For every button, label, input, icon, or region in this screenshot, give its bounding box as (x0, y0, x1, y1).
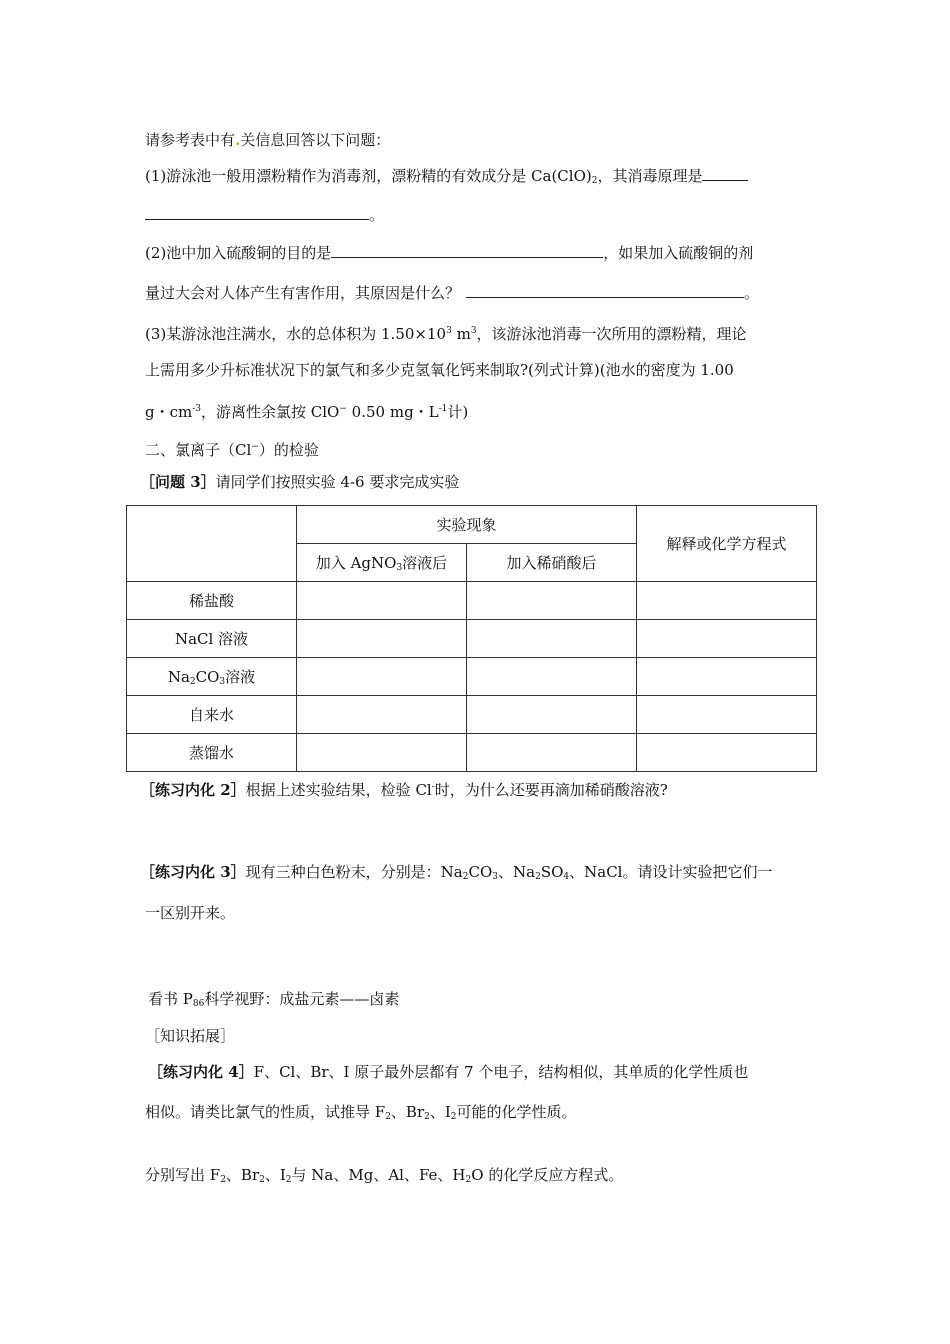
intro-text-b: 关信息回答以下问题： (240, 131, 391, 149)
table-corner-cell (127, 506, 297, 582)
row-label-tapwater: 自来水 (127, 696, 297, 734)
table-cell[interactable] (467, 658, 637, 696)
table-cell[interactable] (297, 658, 467, 696)
q3-text-c: 上需用多少升标准状况下的氯气和多少克氢氧化钙来制取?(列式计算)(池水的密度为 1.00 (145, 361, 734, 379)
q1-text: (1)游泳池一般用漂粉精作为消毒剂，漂粉精的有效成分是 Ca(ClO) (145, 167, 592, 185)
practice4-text-b: 相似。请类比氯气的性质，试推导 F (145, 1103, 386, 1121)
q1-blank-b[interactable] (145, 205, 369, 220)
q2-text-c: 量过大会对人体产生有害作用，其原因是什么？ (145, 284, 461, 302)
table-row (127, 696, 817, 734)
table-cell[interactable] (297, 582, 467, 620)
knowledge-heading (145, 1026, 235, 1046)
q3-line3 (145, 399, 468, 422)
table-row (127, 658, 817, 696)
q3-line2 (145, 360, 734, 380)
intro-line (145, 130, 390, 150)
q3-unit: m (451, 325, 471, 343)
final-text-e: O 的化学反应方程式。 (471, 1166, 624, 1184)
section2-text-b: ）的检验 (258, 441, 319, 459)
practice3-line1: ［练习内化 3］现有三种白色粉末，分别是：$Na_2CO_3$、$Na_2SO_4$、NaCl。请设计实验把它们一 (140, 863, 773, 882)
q1-sub: 2 (591, 176, 598, 186)
q3-text-b: ，该游泳池消毒一次所用的漂粉精，理论 (476, 325, 747, 343)
practice3-text-line2: 一区别开来。 (145, 904, 236, 922)
table-cell[interactable] (637, 734, 817, 772)
table-cell[interactable] (637, 696, 817, 734)
table-header-row (127, 506, 817, 544)
q1-line1 (145, 166, 748, 191)
table-row (127, 620, 817, 658)
q1-blank-a[interactable] (702, 166, 748, 181)
problem3-tag: ［问题 3］ (140, 473, 216, 491)
q2-line1 (145, 243, 753, 263)
book-page-sub: 86 (192, 999, 205, 1009)
book-text-b: 科学视野：成盐元素——卤素 (204, 990, 400, 1008)
table-cell[interactable] (637, 658, 817, 696)
table-cell[interactable] (467, 734, 637, 772)
row-label-hcl: 稀盐酸 (127, 582, 297, 620)
table-row (127, 734, 817, 772)
q1-line2 (145, 205, 384, 225)
table-cell[interactable] (467, 582, 637, 620)
q3-sup-e: -1 (438, 404, 448, 414)
section2-title (145, 437, 319, 460)
q2-period: 。 (744, 284, 760, 302)
table-cell[interactable] (297, 620, 467, 658)
q3-text-a: (3)某游泳池注满水，水的总体积为 1.50×10 (145, 325, 447, 343)
intro-dot-mark: . (235, 131, 241, 149)
q2-text-b: ，如果加入硫酸铜的剂 (603, 244, 754, 262)
practice4-text-a: F、Cl、Br、I 原子最外层都有 7 个电子，结构相似，其单质的化学性质也 (253, 1063, 749, 1081)
practice3-line2 (145, 903, 235, 923)
q1-text-end: ，其消毒原理是 (597, 167, 703, 185)
table-cell[interactable] (467, 620, 637, 658)
q2-blank-a[interactable] (331, 243, 603, 258)
table-cell[interactable] (637, 582, 817, 620)
book-text-a: 看书 P (148, 990, 193, 1008)
practice3-text-e: 、NaCl。请设计实验把它们一 (569, 863, 773, 881)
practice3-tag: ［练习内化 3］ (140, 863, 246, 881)
knowledge-text: ［知识拓展］ (145, 1027, 236, 1045)
q2-text-a: (2)池中加入硫酸铜的目的是 (145, 244, 332, 262)
practice2-line (140, 777, 668, 800)
section2-text-a: 二、氯离子（Cl (145, 441, 252, 459)
practice3-text-a: 现有三种白色粉末，分别是：Na (245, 863, 463, 881)
row-label-distilled: 蒸馏水 (127, 734, 297, 772)
q3-text-f: 0.50 mg・L (346, 403, 439, 421)
q3-text-e: ，游离性余氯按 ClO (201, 403, 340, 421)
intro-text-a: 请参考表中有 (145, 131, 236, 149)
table-cell[interactable] (297, 696, 467, 734)
q3-text-d: g・cm (145, 403, 193, 421)
subheader-hno3: 加入稀硝酸后 (467, 544, 637, 582)
table-row (127, 582, 817, 620)
practice4-tag: ［练习内化 4］ (148, 1063, 254, 1081)
final-line: 分别写出 $F_2$、$Br_2$、$I_2$与 Na、Mg、Al、Fe、$H_2O$ 的化学反应方程式。 (145, 1166, 624, 1185)
practice4-line2: 相似。请类比氯气的性质，试推导 $F_2$、$Br_2$、$I_2$可能的化学性质。 (145, 1103, 577, 1122)
header-phenomenon: 实验现象 (297, 506, 637, 544)
practice2-sup: - (431, 782, 435, 792)
q3-text-g: 计) (447, 403, 469, 421)
table-cell[interactable] (637, 620, 817, 658)
subheader-agno3: 加入 AgNO$_3$溶液后 (297, 544, 467, 582)
problem3-text: 请同学们按照实验 4-6 要求完成实验 (215, 473, 460, 491)
practice2-text-b: 时，为什么还要再滴加稀硝酸溶液? (434, 781, 668, 799)
section2-sup: − (251, 442, 259, 452)
q1-period: 。 (369, 206, 385, 224)
q3-sup-a: 3 (446, 326, 452, 336)
q3-line1 (145, 321, 747, 344)
practice2-text-a: 根据上述实验结果，检验 Cl (245, 781, 432, 799)
row-label-nacl: NaCl 溶液 (127, 620, 297, 658)
final-text-a: 分别写出 F (145, 1166, 221, 1184)
q3-sup-d: − (339, 404, 347, 414)
q3-sup-c: -3 (192, 404, 202, 414)
experiment-table (126, 505, 817, 772)
practice4-line1 (148, 1062, 748, 1082)
row-label-na2co3: $Na_2CO_3$溶液 (127, 658, 297, 696)
problem3-line (140, 472, 459, 492)
header-explain: 解释或化学方程式 (637, 506, 817, 582)
practice2-tag: ［练习内化 2］ (140, 781, 246, 799)
q2-line2 (145, 283, 759, 303)
q3-sup-b: 3 (470, 326, 477, 336)
q2-blank-b[interactable] (466, 283, 744, 298)
table-cell[interactable] (297, 734, 467, 772)
table-cell[interactable] (467, 696, 637, 734)
book-line (148, 989, 399, 1014)
practice4-text-c: 可能的化学性质。 (456, 1103, 577, 1121)
